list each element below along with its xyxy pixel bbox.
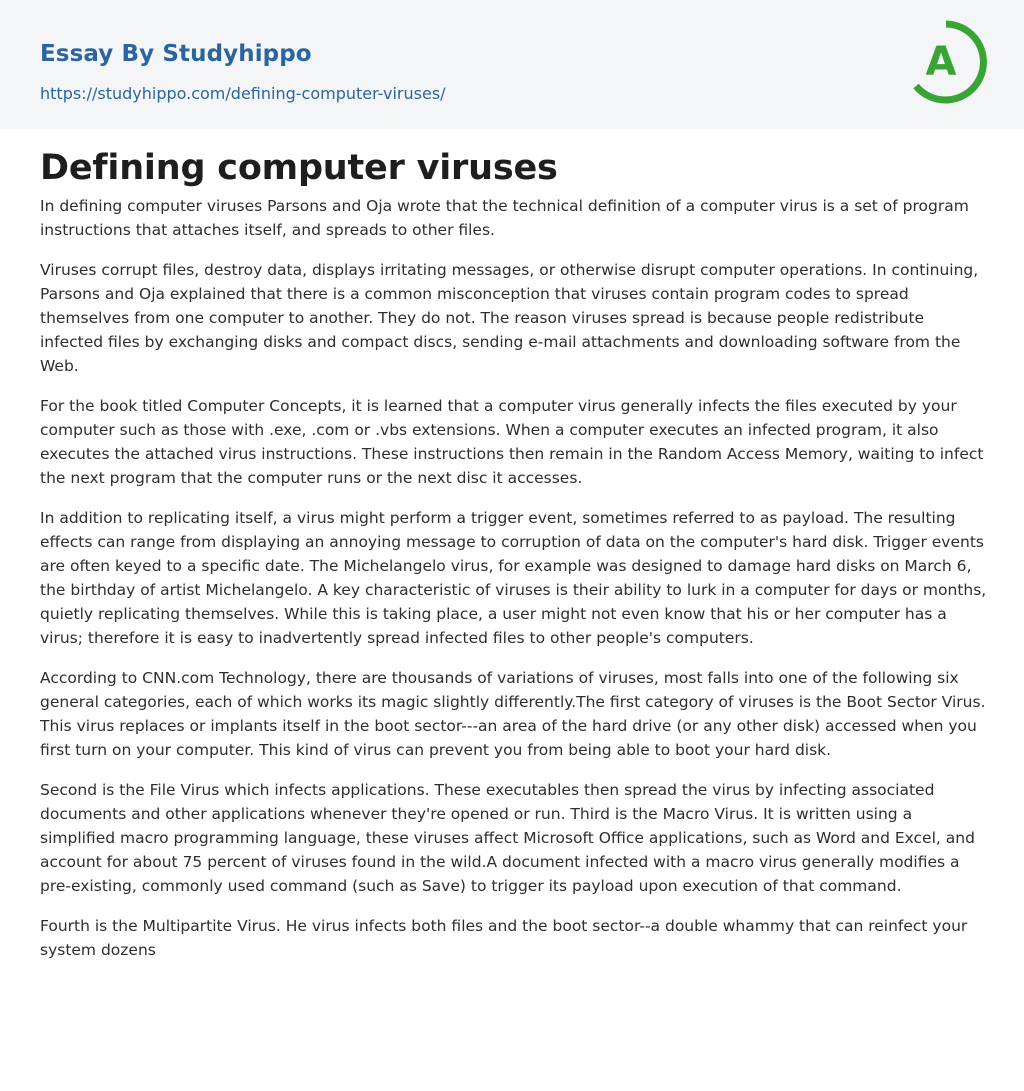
essay-url-link[interactable]: https://studyhippo.com/defining-computer-viruses/ <box>40 84 446 103</box>
brand-title[interactable]: Essay By Studyhippo <box>40 41 312 67</box>
paragraph-7: Fourth is the Multipartite Virus. He virus infects both files and the boot sector--a double whammy that can reinfect your system dozens <box>40 917 968 959</box>
article <box>40 146 988 978</box>
page-title: Defining computer viruses <box>40 148 558 188</box>
logo-letter: A <box>925 39 957 85</box>
paragraph-4: In addition to replicating itself, a virus might perform a trigger event, sometimes referred to as payload. The resulting effects can range from displaying an annoying message to corruption of data on the computer's hard disk. Trigger events are often keyed to a specific date. The Michelangelo virus, for example was designed to damage hard disks on March 6, the birthday of artist Michelangelo. A key characteristic of viruses is their ability to lurk in a computer for days or months, quietly replicating themselves. While this is taking place, a user might not even know that his or her computer has a virus; therefore it is easy to inadvertently spread infected files to other people's computers. <box>40 509 987 647</box>
studyhippo-logo-icon[interactable] <box>906 16 988 108</box>
paragraph-6: Second is the File Virus which infects applications. These executables then spread the virus by infecting associated documents and other applications whenever they're opened or run. Third is the Macro Virus. It is written using a simplified macro programming language, these viruses affect Microsoft Office applications, such as Word and Excel, and account for about 75 percent of viruses found in the wild.A document infected with a macro virus generally modifies a pre-existing, commonly used command (such as Save) to trigger its payload upon execution of that command. <box>40 781 975 895</box>
site-header <box>0 0 1024 129</box>
paragraph-1: In defining computer viruses Parsons and Oja wrote that the technical definition of a computer virus is a set of program instructions that attaches itself, and spreads to other files. <box>40 197 969 239</box>
paragraph-3: For the book titled Computer Concepts, it is learned that a computer virus generally infects the files executed by your computer such as those with .exe, .com or .vbs extensions. When a computer executes an infected program, it also executes the attached virus instructions. These instructions then remain in the Random Access Memory, waiting to infect the next program that the computer runs or the next disc it accesses. <box>40 397 984 487</box>
paragraph-5: According to CNN.com Technology, there are thousands of variations of viruses, most falls into one of the following six general categories, each of which works its magic slightly differently.The first category of viruses is the Boot Sector Virus. This virus replaces or implants itself in the boot sector---an area of the hard drive (or any other disk) accessed when you first turn on your computer. This kind of virus can prevent you from being able to boot your hard disk. <box>40 669 986 759</box>
paragraph-2: Viruses corrupt files, destroy data, displays irritating messages, or otherwise disrupt computer operations. In continuing, Parsons and Oja explained that there is a common misconception that viruses contain program codes to spread themselves from one computer to another. They do not. The reason viruses spread is because people redistribute infected files by exchanging disks and compact discs, sending e-mail attachments and downloading software from the Web. <box>40 261 979 375</box>
